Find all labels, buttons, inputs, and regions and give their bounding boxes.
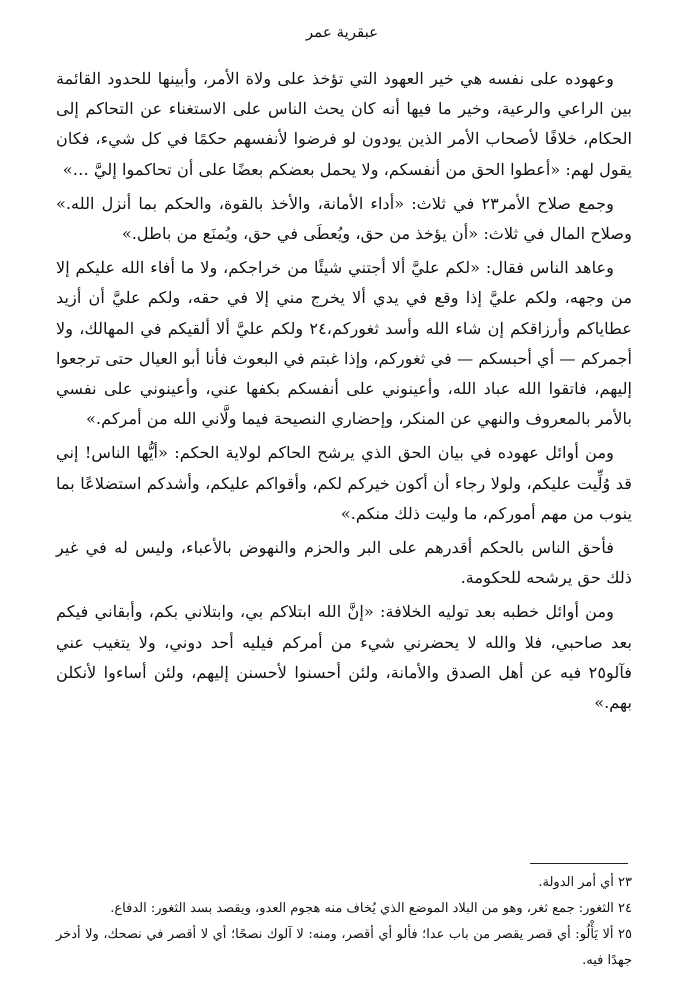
paragraph-1: وعهوده على نفسه هي خير العهود التي تؤخذ على ولاة الأمر، وأبينها للحدود القائمة بين الراعي والرعية، وخير ما فيها أنه كان يحث الناس على الاستغناء عن التحاكم إلى الحكام، خلافًا لأصحاب الأمر الذين يودون لو فرضوا لأنفسهم حكمًا في كل شيء، فكان يقول لهم: «أعطوا الحق من أنفسكم، ولا يحمل بعضكم بعضًا على أن تحاكموا إليَّ …» bbox=[56, 69, 632, 179]
footnote-25: ٢٥ ألا يَأْلُو: أي قصر يقصر من باب عدا؛ فألو أي أقصر، ومنه: لا آلوك نصحًا؛ أي لا أقصر في نصحك، ولا أدخر جهدًا فيه. bbox=[56, 927, 632, 968]
footnote-23: ٢٣ أي أمر الدولة. bbox=[538, 875, 632, 890]
paragraph-6: ومن أوائل خطبه بعد توليه الخلافة: «إنَّ الله ابتلاكم بي، وابتلاني بكم، وأبقاني فيكم بعد صاحبي، فلا والله لا يحضرني شيء من أمركم فيليه أحد دوني، ولا يتغيب عني فآلو٢٥ فيه عن أهل الصدق والأمانة، ولئن أحسنوا لأحسنن إليهم، ولئن أساءوا لأنكلن بهم.» bbox=[56, 602, 632, 713]
footnote-divider bbox=[530, 863, 628, 864]
paragraph-5: فأحق الناس بالحكم أقدرهم على البر والحزم والنهوض بالأعباء، وليس له في غير ذلك حق يرشحه للحكومة. bbox=[56, 538, 632, 588]
running-head: عبقرية عمر bbox=[305, 23, 379, 41]
footnote-24: ٢٤ الثغور: جمع ثغر، وهو من البلاد الموضع الذي يُخاف منه هجوم العدو، ويقصد بسد الثغور: الدفاع. bbox=[110, 901, 632, 916]
paragraph-4: ومن أوائل عهوده في بيان الحق الذي يرشح الحاكم لولاية الحكم: «أيُّها الناس! إني قد وُلِّيت عليكم، ولولا رجاء أن أكون خيركم لكم، وأقواكم عليكم، وأشدكم استضلاعًا بما ينوب من مهم أموركم، ما وليت ذلك منكم.» bbox=[56, 443, 632, 523]
paragraph-3: وعاهد الناس فقال: «لكم عليَّ ألا أجتني شيئًا من خراجكم، ولا ما أفاء الله عليكم إلا من وجهه، ولكم عليَّ إذا وقع في يدي ألا يخرج مني إلا في حقه، ولكم عليَّ أن أزيد عطاياكم وأرزاقكم إن شاء الله وأسد ثغوركم،٢٤ ولكم عليَّ ألا ألقيكم في المهالك، ولا أجمركم — أي أحبسكم — في ثغوركم، وإذا غبتم في البعوث فأنا أبو العيال حتى ترجعوا إليهم، فاتقوا الله عباد الله، وأعينوني على أنفسكم بكفها عني، وأعينوني على نفسي بالأمر بالمعروف والنهي عن المنكر، وإحضاري النصيحة فيما ولَّاني الله من أمركم.» bbox=[56, 258, 632, 429]
footnotes bbox=[56, 870, 632, 974]
main-text bbox=[56, 64, 632, 718]
paragraph-2: وجمع صلاح الأمر٢٣ في ثلاث: «أداء الأمانة، والأخذ بالقوة، والحكم بما أنزل الله.» وصلاح المال في ثلاث: «أن يؤخذ من حق، ويُعطَى في حق، ويُمنَع من باطل.» bbox=[56, 193, 632, 244]
